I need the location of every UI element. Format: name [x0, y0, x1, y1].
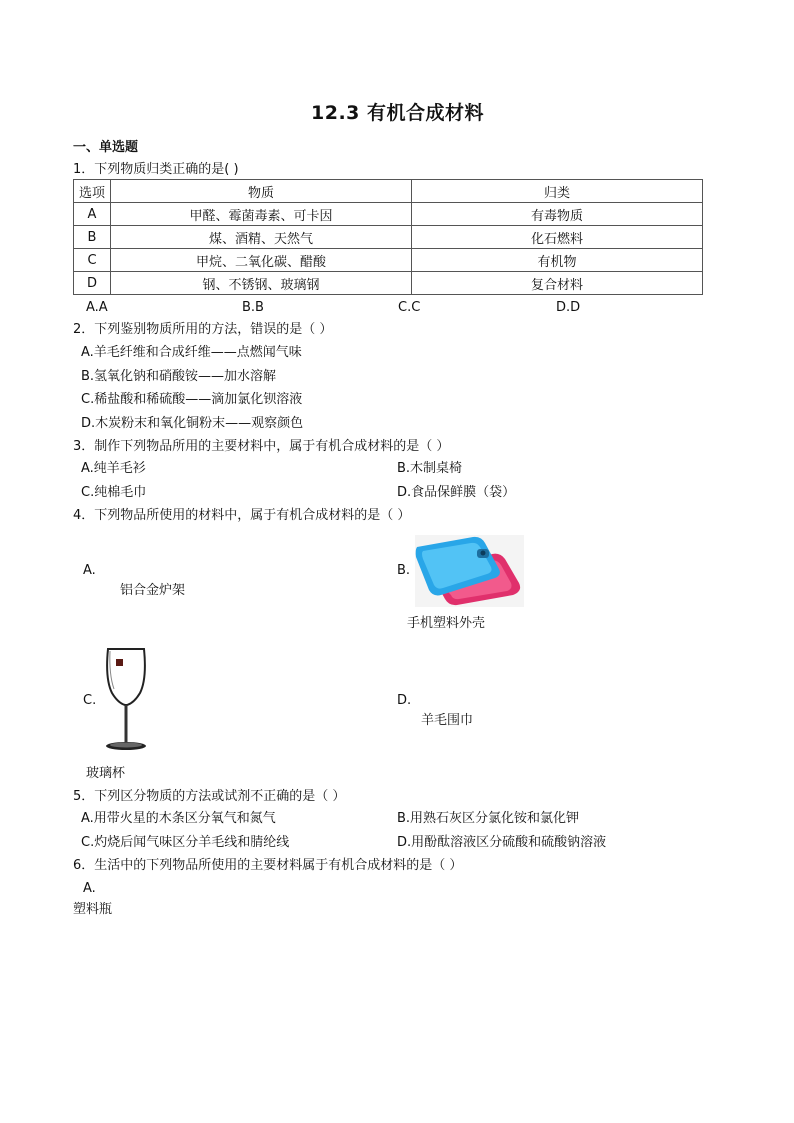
table-row [74, 272, 703, 295]
q5-option-d: D.用酚酞溶液区分硫酸和硫酸钠溶液 [397, 835, 607, 850]
table-header-cell: 选项 [74, 180, 111, 203]
q3-option-b: B.木制桌椅 [397, 461, 463, 476]
table-cell: B [74, 226, 111, 249]
table-row [74, 226, 703, 249]
q2-option-c: C.稀盐酸和稀硫酸——滴加氯化钡溶液 [81, 392, 303, 407]
table-header-cell: 归类 [412, 180, 703, 203]
table-header-cell: 物质 [111, 180, 412, 203]
q6-letter-a: A. [83, 881, 96, 896]
q1-option-c: C.C [398, 300, 421, 315]
q1-option-b: B.B [242, 300, 264, 315]
q4-stem: 4．下列物品所使用的材料中，属于有机合成材料的是（ ） [73, 508, 411, 523]
q4-letter-d: D. [397, 693, 412, 708]
q4-caption-d: 羊毛围巾 [421, 713, 474, 728]
q2-option-d: D.木炭粉末和氧化铜粉末——观察颜色 [81, 416, 304, 431]
table-cell: 有机物 [412, 249, 703, 272]
q5-option-c: C.灼烧后闻气味区分羊毛线和腈纶线 [81, 835, 290, 850]
table-cell: 钢、不锈钢、玻璃钢 [111, 272, 412, 295]
table-cell: 甲烷、二氧化碳、醋酸 [111, 249, 412, 272]
q6-caption-a: 塑料瓶 [73, 902, 113, 917]
q2-option-a: A.羊毛纤维和合成纤维——点燃闻气味 [81, 345, 302, 360]
q4-letter-b: B. [397, 563, 411, 578]
q2-option-b: B.氢氧化钠和硝酸铵——加水溶解 [81, 369, 277, 384]
table-header-row [74, 180, 703, 203]
q3-option-d: D.食品保鲜膜（袋） [397, 485, 516, 500]
q1-stem: 1．下列物质归类正确的是( ) [73, 162, 239, 177]
table-cell: 化石燃料 [412, 226, 703, 249]
q2-stem: 2．下列鉴别物质所用的方法，错误的是（ ） [73, 322, 333, 337]
table-cell: D [74, 272, 111, 295]
q4-caption-b: 手机塑料外壳 [407, 616, 486, 631]
q1-option-a: A.A [86, 300, 108, 315]
table-cell: 甲醛、霉菌毒素、可卡因 [111, 203, 412, 226]
table-cell: 煤、酒精、天然气 [111, 226, 412, 249]
table-cell: A [74, 203, 111, 226]
section-heading: 一、单选题 [73, 140, 139, 155]
q3-option-c: C.纯棉毛巾 [81, 485, 147, 500]
table-cell: 有毒物质 [412, 203, 703, 226]
phone-case-image [415, 535, 524, 607]
table-row [74, 249, 703, 272]
table-cell: C [74, 249, 111, 272]
table-cell: 复合材料 [412, 272, 703, 295]
q5-option-a: A.用带火星的木条区分氧气和氮气 [81, 811, 276, 826]
q3-option-a: A.纯羊毛衫 [81, 461, 146, 476]
page-title: 12.3 有机合成材料 [311, 102, 484, 124]
q1-option-d: D.D [556, 300, 581, 315]
q4-letter-c: C. [83, 693, 97, 708]
q3-stem: 3．制作下列物品所用的主要材料中，属于有机合成材料的是（ ） [73, 439, 450, 454]
wine-glass-image [100, 645, 152, 753]
q6-stem: 6．生活中的下列物品所使用的主要材料属于有机合成材料的是（ ） [73, 858, 463, 873]
q4-letter-a: A. [83, 563, 96, 578]
q4-caption-c: 玻璃杯 [86, 766, 126, 781]
q1-table [73, 179, 703, 295]
q5-stem: 5．下列区分物质的方法或试剂不正确的是（ ） [73, 789, 346, 804]
q5-option-b: B.用熟石灰区分氯化铵和氯化钾 [397, 811, 580, 826]
q4-caption-a: 铝合金炉架 [120, 583, 186, 598]
table-row [74, 203, 703, 226]
